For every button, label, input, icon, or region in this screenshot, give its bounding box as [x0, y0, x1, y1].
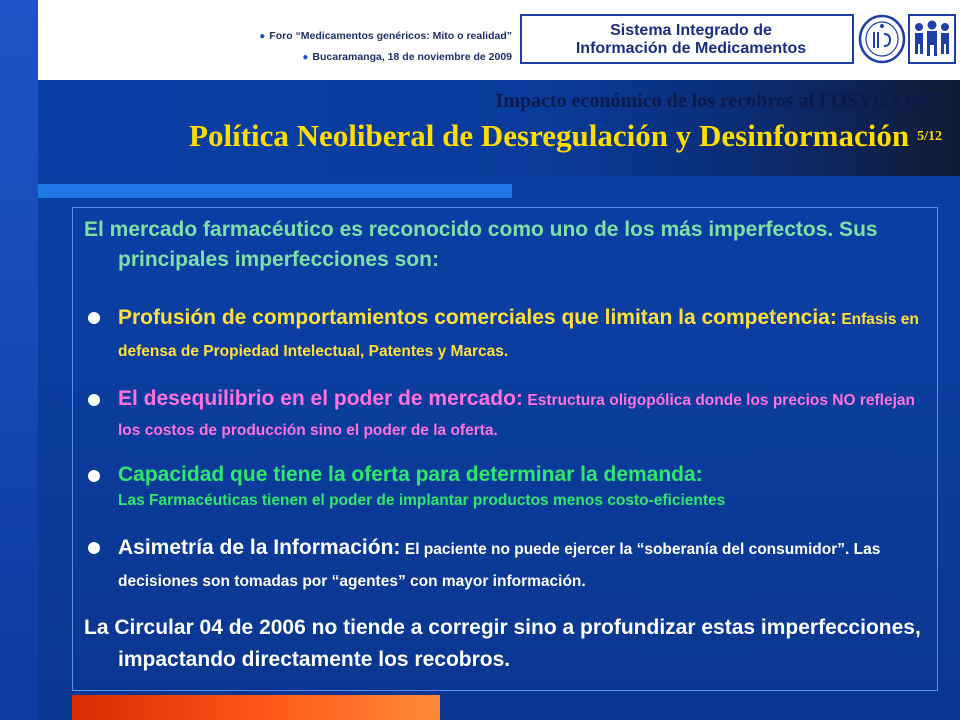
slide-subtitle: Impacto económico de los recobros al FOSYGA 8/17	[495, 90, 942, 112]
bullet-lead: Capacidad que tiene la oferta para determinar la demanda:	[118, 463, 703, 486]
bullet-dot-icon: ●	[259, 31, 266, 42]
sismed-logo	[520, 14, 854, 64]
event-info-line-1	[259, 26, 512, 47]
bullet-item	[84, 302, 924, 368]
event-info-line-2	[259, 47, 512, 68]
logo-text	[532, 22, 850, 58]
event-place-date: Bucaramanga, 18 de noviembre de 2009	[312, 51, 512, 63]
event-info	[259, 26, 512, 68]
closing-text: La Circular 04 de 2006 no tiende a corregir sino a profundizar estas imperfecciones, impactando directamente los recobros.	[84, 616, 921, 671]
intro-text: El mercado farmacéutico es reconocido como uno de los más imperfectos. Sus principales imperfecciones son:	[84, 218, 878, 271]
bullet-item	[84, 384, 924, 446]
bullet-detail: El paciente no puede ejercer la “soberanía del consumidor”. Las decisiones son tomadas por “agentes” con mayor información.	[118, 541, 881, 590]
bullet-lead: El desequilibrio en el poder de mercado:	[118, 387, 523, 410]
footer-accent-bar	[72, 695, 440, 720]
bullet-dot-icon	[88, 312, 100, 324]
bullet-item	[84, 460, 924, 512]
logo-line-2: Información de Medicamentos	[575, 40, 807, 57]
bullet-lead: Asimetría de la Información:	[118, 536, 401, 559]
bullet-dot-icon	[88, 394, 100, 406]
bullet-detail: Las Farmacéuticas tienen el poder de implantar productos menos costo-eficientes	[118, 492, 726, 509]
bullet-dot-icon	[88, 470, 100, 482]
left-accent-strip	[0, 0, 38, 720]
logo-line-1: Sistema Integrado de	[610, 22, 772, 39]
slide-title	[189, 118, 942, 154]
people-logo-icon	[908, 14, 956, 64]
bullet-dot-icon	[88, 542, 100, 554]
bullet-lead: Profusión de comportamientos comerciales que limitan la competencia:	[118, 306, 837, 329]
divider-bar	[38, 184, 512, 198]
bullet-detail: Estructura oligopólica donde los precios NO reflejan los costos de producción sino el poder de la oferta.	[118, 392, 915, 439]
bullet-item	[84, 532, 924, 598]
event-name: Foro “Medicamentos genéricos: Mito o realidad”	[269, 30, 512, 42]
slide-title-text: Política Neoliberal de Desregulación y Desinformación	[189, 118, 910, 153]
institution-emblem-icon	[857, 14, 907, 64]
slide-counter: 5/12	[917, 129, 942, 144]
bullet-dot-icon: ●	[302, 52, 309, 63]
bullet-detail: Enfasis en defensa de Propiedad Intelectual, Patentes y Marcas.	[118, 311, 919, 360]
